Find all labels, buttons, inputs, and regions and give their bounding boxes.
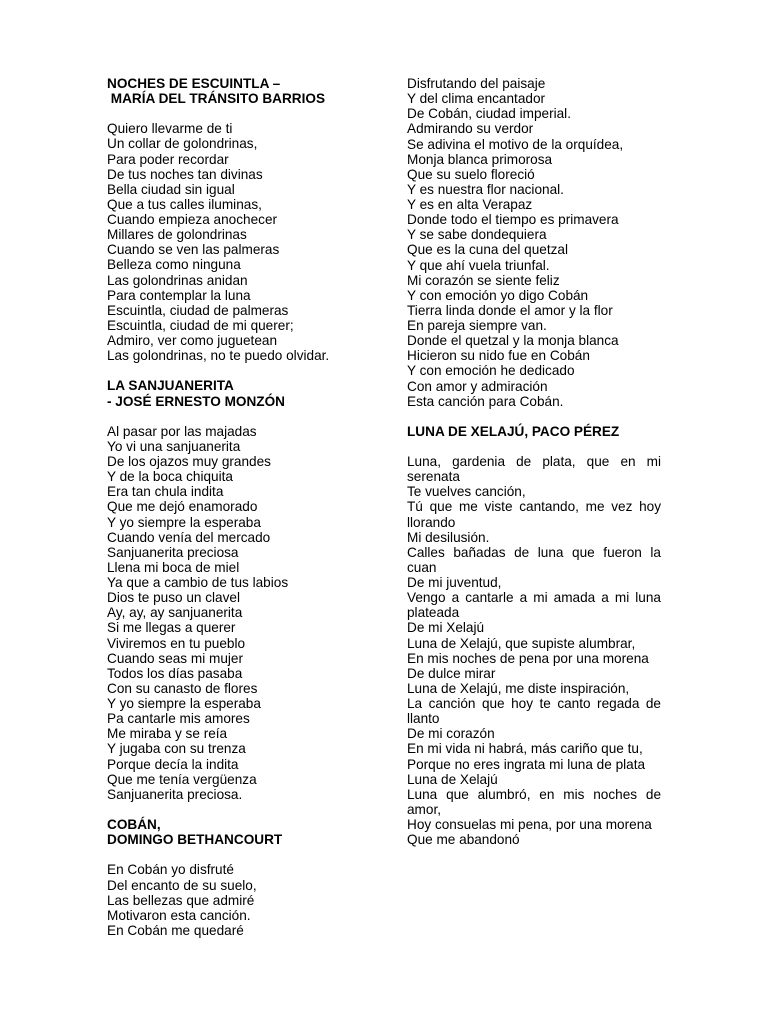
lyric-line: Luna de Xelajú <box>407 771 498 787</box>
lyric-line: Que es la cuna del quetzal <box>407 242 568 258</box>
song-luna-de-xelaju <box>407 424 661 847</box>
lyric-line: De dulce mirar <box>407 665 496 681</box>
lyric-line: Cuando se ven las palmeras <box>107 242 280 258</box>
song-title: LA SANJUANERITA <box>107 378 234 394</box>
song-title: COBÁN, <box>107 817 161 833</box>
lyric-line: Ay, ay, ay sanjuanerita <box>107 605 243 621</box>
lyric-line: Donde todo el tiempo es primavera <box>407 212 619 228</box>
lyric-line: Me miraba y se reía <box>107 726 228 742</box>
lyric-line: Era tan chula indita <box>107 484 224 500</box>
lyric-line: Esta canción para Cobán. <box>407 393 564 409</box>
song-author: - JOSÉ ERNESTO MONZÓN <box>107 393 285 409</box>
lyric-line: Y es nuestra flor nacional. <box>407 181 564 197</box>
lyric-line: Hoy consuelas mi pena, por una morena <box>407 817 652 833</box>
lyric-line: Y se sabe dondequiera <box>407 227 547 243</box>
lyric-line: Dios te puso un clavel <box>107 590 240 606</box>
lyric-line: Del encanto de su suelo, <box>107 877 257 893</box>
lyric-line: En Cobán me quedaré <box>107 922 244 938</box>
lyric-line: En mis noches de pena por una morena <box>407 650 649 666</box>
lyric-line: En Cobán yo disfruté <box>107 862 234 878</box>
lyric-line: Tú que me viste cantando, me vez hoy llorando <box>407 499 661 530</box>
lyric-line: Cuando empieza anochecer <box>107 212 278 228</box>
lyric-line: En mi vida ni habrá, más cariño que tu, <box>407 741 643 757</box>
song-noches-de-escuintla <box>107 76 377 363</box>
lyric-line: Escuintla, ciudad de palmeras <box>107 302 289 318</box>
lyric-line: Quiero llevarme de ti <box>107 121 233 137</box>
lyric-line: Que su suelo floreció <box>407 166 535 182</box>
lyric-line: Que a tus calles iluminas, <box>107 196 262 212</box>
lyric-line: Que me dejó enamorado <box>107 499 258 515</box>
lyric-line: Tierra linda donde el amor y la flor <box>407 302 613 318</box>
song-lyrics <box>407 76 661 409</box>
lyric-line: Y yo siempre la esperaba <box>107 514 261 530</box>
lyric-line: Cuando seas mi mujer <box>107 650 243 666</box>
song-title: NOCHES DE ESCUINTLA – <box>107 76 281 91</box>
song-lyrics <box>107 862 377 938</box>
lyric-line: Admirando su verdor <box>407 121 534 137</box>
song-lyrics <box>407 454 661 847</box>
lyric-line: Vengo a cantarle a mi amada a mi luna plateada <box>407 590 661 621</box>
song-author: DOMINGO BETHANCOURT <box>107 832 283 848</box>
lyric-line: Un collar de golondrinas, <box>107 136 258 152</box>
lyric-line: Luna que alumbró, en mis noches de amor, <box>407 786 661 817</box>
lyric-line: Y es en alta Verapaz <box>407 197 533 212</box>
lyric-line: Al pasar por las majadas <box>107 423 257 439</box>
lyric-line: Que me abandonó <box>407 832 520 848</box>
lyric-line: En pareja siempre van. <box>407 318 547 333</box>
song-title: LUNA DE XELAJÚ, PACO PÉREZ <box>407 423 620 439</box>
lyric-line: Y con emoción he dedicado <box>407 363 575 379</box>
lyric-line: La canción que hoy te canto regada de llanto <box>407 696 661 727</box>
lyric-line: Y con emoción yo digo Cobán <box>407 287 589 303</box>
lyric-line: Con su canasto de flores <box>107 680 258 696</box>
lyric-line: Sanjuanerita preciosa. <box>107 786 243 802</box>
lyric-line: Disfrutando del paisaje <box>407 76 546 91</box>
song-author: MARÍA DEL TRÁNSITO BARRIOS <box>107 91 326 107</box>
lyric-line: Porque no eres ingrata mi luna de plata <box>407 756 646 772</box>
lyric-line: Pa cantarle mis amores <box>107 711 250 727</box>
song-lyrics <box>107 121 377 363</box>
lyric-line: Yo vi una sanjuanerita <box>107 438 241 454</box>
lyric-line: Admiro, ver como juguetean <box>107 333 278 349</box>
lyric-line: De los ojazos muy grandes <box>107 454 271 470</box>
lyric-line: Ya que a cambio de tus labios <box>107 575 289 591</box>
lyric-line: Mi desilusión. <box>407 529 490 545</box>
lyric-line: De mi juventud, <box>407 575 502 591</box>
lyric-line: Las golondrinas anidan <box>107 272 248 288</box>
lyric-line: Viviremos en tu pueblo <box>107 635 246 651</box>
lyric-line: Motivaron esta canción. <box>107 907 251 923</box>
lyric-line: Porque decía la indita <box>107 756 239 772</box>
lyric-line: De Cobán, ciudad imperial. <box>407 106 571 122</box>
song-lyrics <box>107 424 377 802</box>
lyric-line: Calles bañadas de luna que fueron la cuan <box>407 544 661 575</box>
lyric-line: Con amor y admiración <box>407 378 548 394</box>
lyric-line: Llena mi boca de miel <box>107 559 240 575</box>
lyric-line: Las bellezas que admiré <box>107 892 255 908</box>
lyric-line: Luna de Xelajú, me diste inspiración, <box>407 680 630 696</box>
right-column <box>407 76 661 847</box>
lyric-line: Para contemplar la luna <box>107 287 251 303</box>
lyric-line: Escuintla, ciudad de mi querer; <box>107 317 294 333</box>
lyric-line: Te vuelves canción, <box>407 484 526 500</box>
lyric-line: Mi corazón se siente feliz <box>407 272 560 288</box>
lyric-line: Y que ahí vuela triunfal. <box>407 257 550 273</box>
lyric-line: Millares de golondrinas <box>107 227 247 243</box>
lyric-line: Si me llegas a querer <box>107 620 236 636</box>
lyric-line: Para poder recordar <box>107 151 229 167</box>
lyric-line: Donde el quetzal y la monja blanca <box>407 333 619 349</box>
lyric-line: Hicieron su nido fue en Cobán <box>407 348 590 364</box>
lyric-line: De mi corazón <box>407 726 495 742</box>
lyric-line: Monja blanca primorosa <box>407 151 553 167</box>
lyric-line: Sanjuanerita preciosa <box>107 544 239 560</box>
song-coban-continued <box>407 76 661 409</box>
lyric-line: Y del clima encantador <box>407 91 546 107</box>
lyric-line: Que me tenía vergüenza <box>107 771 257 787</box>
song-coban <box>107 817 377 938</box>
lyric-line: Y jugaba con su trenza <box>107 741 246 757</box>
lyric-line: Todos los días pasaba <box>107 665 243 681</box>
lyric-line: Cuando venía del mercado <box>107 529 271 545</box>
song-la-sanjuanerita <box>107 378 377 801</box>
lyric-line: Luna de Xelajú, que supiste alumbrar, <box>407 635 636 651</box>
lyric-line: Luna, gardenia de plata, que en mi serenata <box>407 454 661 485</box>
lyric-line: Las golondrinas, no te puedo olvidar. <box>107 348 330 364</box>
lyric-line: Bella ciudad sin igual <box>107 181 235 197</box>
lyric-line: Y yo siempre la esperaba <box>107 696 261 712</box>
lyric-line: Belleza como ninguna <box>107 257 241 273</box>
left-column <box>107 76 377 938</box>
lyric-line: De tus noches tan divinas <box>107 166 263 182</box>
lyric-line: De mi Xelajú <box>407 620 485 636</box>
lyric-line: Y de la boca chiquita <box>107 469 233 485</box>
lyric-line: Se adivina el motivo de la orquídea, <box>407 136 624 152</box>
